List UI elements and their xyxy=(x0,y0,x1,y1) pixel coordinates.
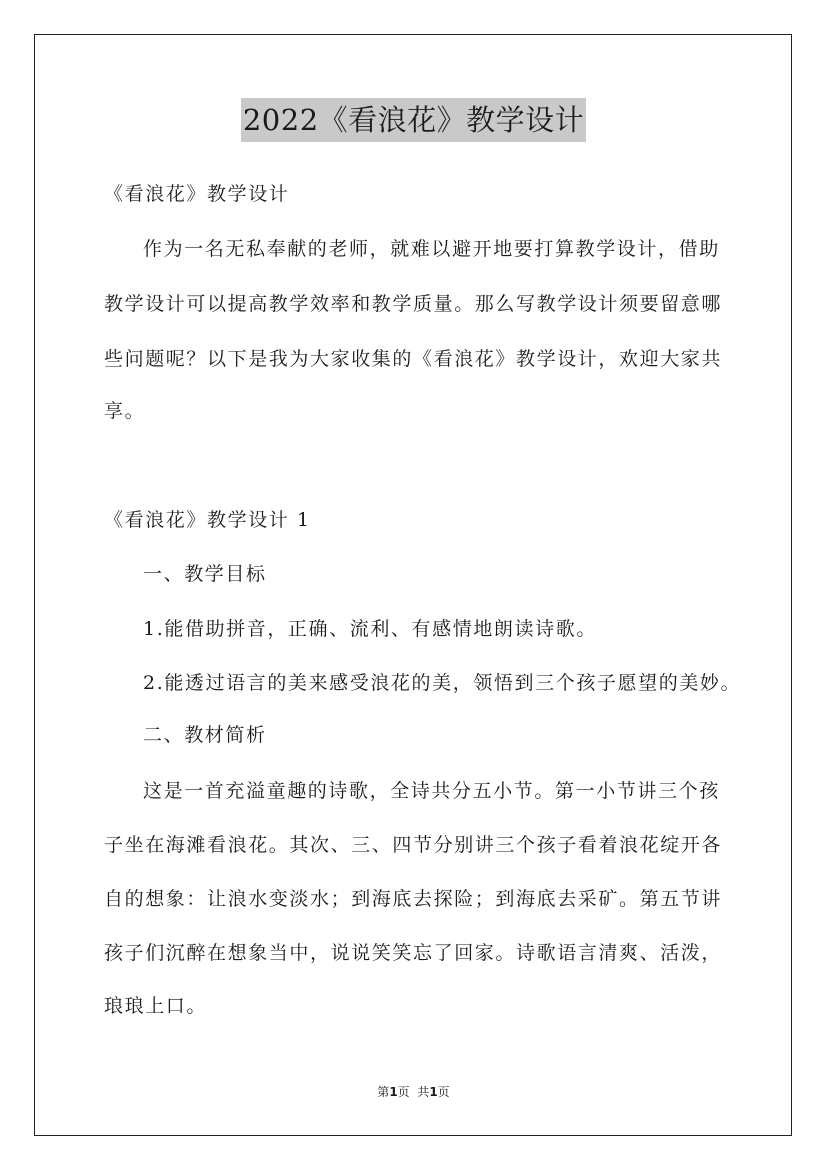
footer-prefix: 第 xyxy=(377,1085,390,1099)
paragraph-line: 这是一首充溢童趣的诗歌，全诗共分五小节。第一小节讲三个孩 xyxy=(143,780,720,802)
paragraph-line: 些问题呢？以下是我为大家收集的《看浪花》教学设计，欢迎大家共 xyxy=(104,348,723,370)
footer-page-suffix: 页 共 xyxy=(397,1085,430,1099)
list-item: 1.能借助拼音，正确、流利、有感情地朗读诗歌。 xyxy=(143,618,597,640)
paragraph-line: 孩子们沉醉在想象当中，说说笑笑忘了回家。诗歌语言清爽、活泼， xyxy=(104,942,723,964)
paragraph-line: 享。 xyxy=(104,400,146,422)
footer-total-suffix: 页 xyxy=(437,1085,450,1099)
paragraph-line: 自的想象：让浪水变淡水；到海底去探险；到海底去采矿。第五节讲 xyxy=(104,888,723,910)
list-item: 2.能透过语言的美来感受浪花的美，领悟到三个孩子愿望的美妙。 xyxy=(143,672,742,694)
section-heading: 《看浪花》教学设计 1 xyxy=(104,509,311,531)
paragraph-line: 教学设计可以提高教学效率和教学质量。那么写教学设计须要留意哪 xyxy=(104,293,723,315)
heading-teaching-goals: 一、教学目标 xyxy=(143,563,267,585)
paragraph-line: 子坐在海滩看浪花。其次、三、四节分别讲三个孩子看着浪花绽开各 xyxy=(104,834,723,856)
footer-total-pages: 1 xyxy=(429,1085,438,1099)
page-footer xyxy=(0,1083,827,1100)
heading-material-analysis: 二、教材简析 xyxy=(143,724,267,746)
paragraph-line: 琅琅上口。 xyxy=(104,995,208,1017)
title-container xyxy=(0,98,827,142)
footer-page-number: 1 xyxy=(389,1085,398,1099)
subtitle-line: 《看浪花》教学设计 xyxy=(104,183,290,205)
document-title: 2022《看浪花》教学设计 xyxy=(241,98,586,142)
paragraph-line: 作为一名无私奉献的老师，就难以避开地要打算教学设计，借助 xyxy=(143,238,720,260)
